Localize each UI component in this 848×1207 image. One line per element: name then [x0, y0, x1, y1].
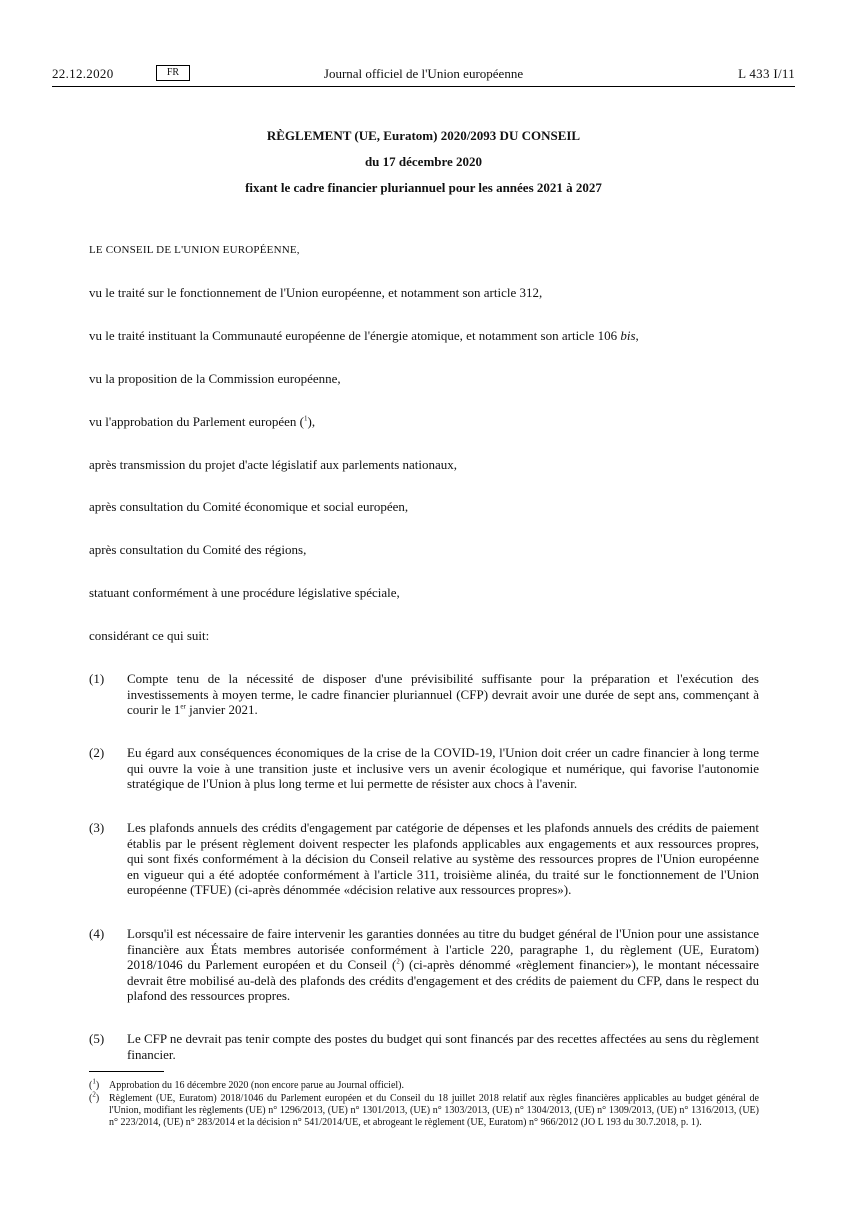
recital-text: Les plafonds annuels des crédits d'engagement par catégorie de dépenses et les plafonds annuels des crédits de paiement établis par le présent règlement doivent respecter les plafonds applicables aux engagements et aux ressources propres, qui sont fixés conformément à la décision du Conseil relative au système des ressources propres de l'Union européenne en vigueur qui a été adoptée conformément à l'article 311, troisième alinéa, du traité sur le fonctionnement de l'Union européenne (TFUE) (ci-après dénommée «décision relative aux ressources propres»).: [127, 820, 759, 898]
journal-title: Journal officiel de l'Union européenne: [323, 66, 524, 81]
recital-number: (1): [89, 671, 105, 686]
title-line-3: fixant le cadre financier pluriannuel pour les années 2021 à 2027: [245, 180, 602, 195]
recital-text: Lorsqu'il est nécessaire de faire intervenir les garanties données au titre du budget général de l'Union pour une assistance financière aux États membres autorisée conformément à l'article 220, paragraphe 1, du règlement (UE, Euratom) 2018/1046 du Parlement européen et du Conseil ($^2$) (ci-après dénommé «règlement financier»), le montant nécessaire devrait être mobilisé au-delà des plafonds des crédits d'engagement et des crédits de paiement du CFP, dans le respect du plafond des ressources propres.: [127, 926, 760, 1004]
recital: [89, 671, 759, 718]
recital: [89, 745, 759, 792]
recital: [89, 926, 759, 1004]
footnote-ref[interactable]: 2: [396, 957, 400, 966]
citation: après transmission du projet d'acte législatif aux parlements nationaux,: [89, 457, 458, 472]
footnote-divider: [89, 1071, 164, 1072]
publication-date: 22.12.2020: [52, 66, 114, 81]
council-heading: LE CONSEIL DE L'UNION EUROPÉENNE,: [89, 244, 300, 256]
citation: vu le traité instituant la Communauté européenne de l'énergie atomique, et notamment son article 106 bis,: [89, 328, 639, 343]
language-badge: FR: [156, 65, 190, 81]
regulation-title: [52, 123, 795, 201]
citation: après consultation du Comité des régions,: [89, 542, 307, 557]
recital: [89, 1031, 759, 1062]
title-line-2: du 17 décembre 2020: [364, 154, 483, 169]
journal-header: [52, 66, 795, 87]
citation: statuant conformément à une procédure législative spéciale,: [89, 585, 400, 600]
citation: considérant ce qui suit:: [89, 628, 210, 643]
recital-number: (5): [89, 1031, 105, 1046]
citation: après consultation du Comité économique et social européen,: [89, 499, 409, 514]
footnote-ref[interactable]: 1: [303, 414, 308, 423]
footnote: ($^1$) Approbation du 16 décembre 2020 (non encore parue au Journal officiel).: [89, 1077, 404, 1091]
recital-text: Compte tenu de la nécessité de disposer d'une prévisibilité suffisante pour la préparation et l'exécution des investissements à moyen terme, le cadre financier pluriannuel (CFP) devrait avoir une durée de sept ans, commençant à courir le 1er janvier 2021.: [127, 671, 759, 718]
recital-text: Eu égard aux conséquences économiques de la crise de la COVID-19, l'Union doit créer un cadre financier à long terme qui ouvre la voie à une transition juste et inclusive vers un avenir écologique et numérique, qui favorise l'autonomie stratégique de l'Union à plus long terme et lui permette de résister aux chocs à l'avenir.: [127, 745, 759, 792]
recital: [89, 820, 759, 898]
recital-number: (2): [89, 745, 105, 760]
recital-text: Le CFP ne devrait pas tenir compte des postes du budget qui sont financés par des recettes affectées au sens du règlement financier.: [127, 1031, 759, 1062]
footnote: ($^2$) Règlement (UE, Euratom) 2018/1046 du Parlement européen et du Conseil du 18 juillet 2018 relatif aux règles financières applicables au budget général de l'Union, modifiant les règlements (UE) n° 1296/2013, (UE) n° 1301/2013, (UE) n° 1303/2013, (UE) n° 1304/2013, (UE) n° 1309/2013, (UE) n° 1316/2013, (UE) n° 223/2014, (UE) n° 283/2014 et la décision n° 541/2014/UE, et abrogeant le règlement (UE, Euratom) n° 966/2012 (JO L 193 du 30.7.2018, p. 1).: [89, 1090, 759, 1128]
title-line-1: RÈGLEMENT (UE, Euratom) 2020/2093 DU CONSEIL: [266, 128, 581, 143]
citation: vu le traité sur le fonctionnement de l'Union européenne, et notamment son article 312,: [89, 285, 543, 300]
recital-number: (3): [89, 820, 105, 835]
citation: vu l'approbation du Parlement européen ($^1$),: [89, 414, 316, 429]
citation: vu la proposition de la Commission européenne,: [89, 371, 341, 386]
journal-reference: L 433 I/11: [738, 66, 795, 81]
recital-number: (4): [89, 926, 105, 941]
